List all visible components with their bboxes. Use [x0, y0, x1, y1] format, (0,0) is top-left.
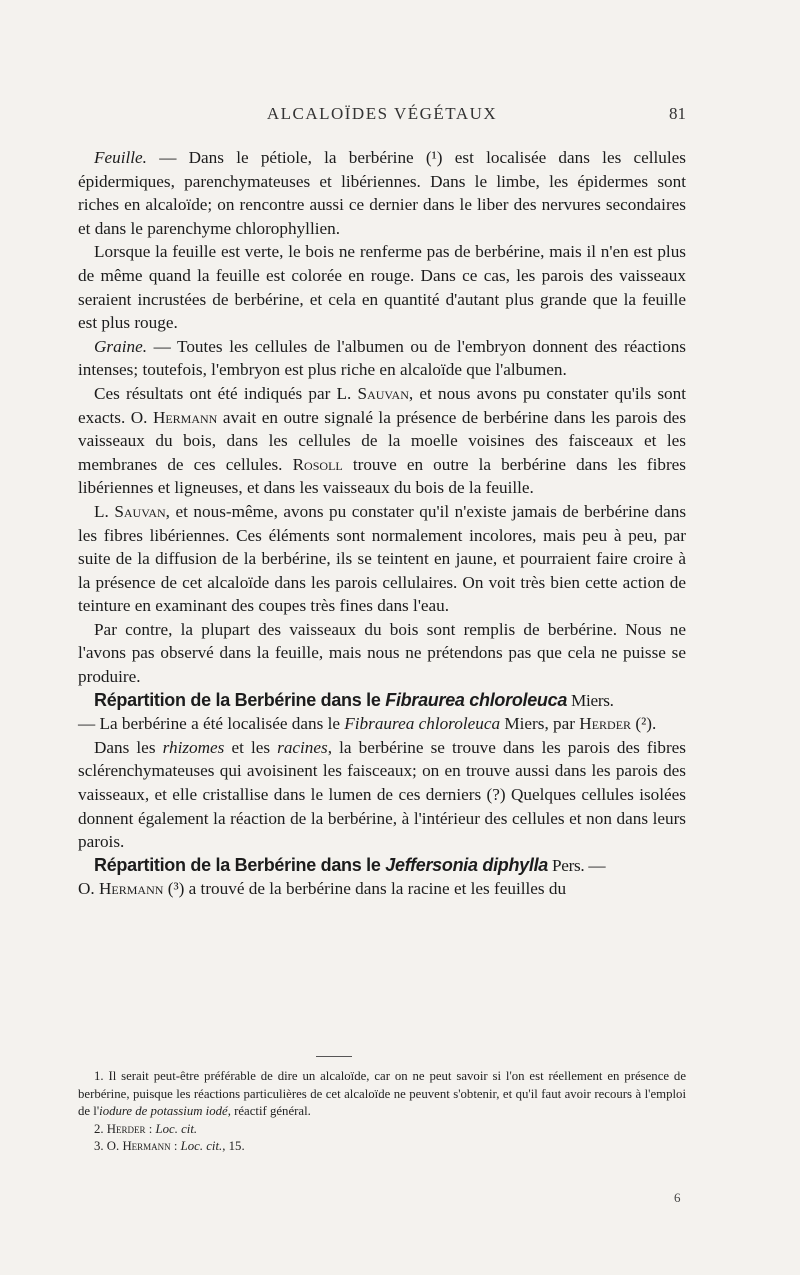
- text-run: (³) a trouvé de la berbérine dans la racine et les feuilles du: [163, 879, 567, 899]
- text-run: avait en outre signalé la présence de berbérine dans les parois des vaisseaux du bois, dans les cellules de la moelle voisines des faisceaux et les membranes de ces cellules.: [78, 407, 687, 474]
- text-run: , et nous avons pu constater qu'ils sont exacts. O.: [78, 383, 686, 427]
- running-header: [78, 104, 686, 130]
- body-text: [78, 146, 686, 901]
- author-name: Herder: [106, 1121, 146, 1136]
- text-run: :: [145, 1121, 156, 1136]
- footnote-divider: [316, 1056, 352, 1057]
- species-author: Pers. —: [548, 855, 606, 875]
- paragraph-text: — Toutes les cellules de l'albumen ou de l'embryon donnent des réactions intenses; toutefois, l'embryon est plus riche en alcaloïde que l'albumen.: [78, 336, 686, 380]
- text-run: 3. O.: [94, 1139, 123, 1153]
- text-run: , réactif général.: [227, 1104, 311, 1118]
- author-name: Hermann: [152, 407, 218, 427]
- paragraph-rhizomes: [78, 736, 686, 854]
- text-run: et les: [224, 737, 278, 757]
- running-title: ALCALOÏDES VÉGÉTAUX: [266, 104, 498, 123]
- paragraph-fibraurea-intro: [78, 712, 686, 736]
- paragraph-text: — Dans le pétiole, la berbérine (¹) est localisée dans les cellules épidermiques, parenchymateuses et libériennes. Dans le limbe, les épidermes sont riches en alcaloïde; on rencontre aussi ce dernier dans le liber des nervures secondaires et dans le parenchyme chlorophyllien.: [78, 148, 686, 238]
- heading-text: Répartition de la Berbérine dans le: [94, 689, 386, 710]
- footnote-1: [78, 1068, 686, 1121]
- footnotes: [78, 1068, 686, 1156]
- italic-term: iodure de potassium iodé: [99, 1104, 228, 1118]
- paragraph-jeffersonia-intro: [78, 877, 686, 901]
- text-run: — La berbérine a été localisée dans le: [78, 714, 345, 734]
- paragraph-feuille: [78, 146, 686, 240]
- text-run: :: [170, 1139, 181, 1153]
- heading-text: Répartition de la Berbérine dans le: [94, 854, 386, 875]
- italic-term: rhizomes: [162, 737, 225, 757]
- paragraph-text: Par contre, la plupart des vaisseaux du bois sont remplis de berbérine. Nous ne l'avons pas observé dans la feuille, mais nous ne prétendons pas que cela ne puisse se produire.: [78, 619, 686, 687]
- paragraph-contre: [78, 618, 686, 689]
- paragraph-sauvan: [78, 500, 686, 618]
- footnote-2: [78, 1121, 686, 1139]
- signature-mark: 6: [674, 1190, 681, 1205]
- italic-term: Loc. cit.: [180, 1139, 223, 1153]
- paragraph-resultats: [78, 382, 686, 500]
- italic-term: racines: [277, 737, 328, 757]
- species-name: Jeffersonia diphylla: [385, 854, 549, 875]
- species-name: Fibraurea chloroleuca: [344, 714, 501, 734]
- paragraph-lead: Feuille.: [94, 148, 147, 167]
- paragraph-lead: Graine.: [94, 336, 147, 356]
- text-run: 1. Il serait peut-être préférable de dire un alcaloïde, car on ne peut savoir si l'on est réellement en présence de berbérine, puisque les réactions particulières de cet alcaloïde ne peuvent s'obtenir, et qu'il faut avoir recours à l'emploi de l': [78, 1069, 686, 1118]
- author-name: Sauvan: [357, 383, 409, 403]
- species-author: Miers.: [567, 690, 614, 710]
- text-run: , et nous-même, avons pu constater qu'il n'existe jamais de berbérine dans les fibres libériennes. Ces éléments sont normalement incolores, mais peu à peu, par suite de la diffusion de la berbérine, ils se teintent en jaune, et pourraient faire croire à la présence de cet alcaloïde dans les parois cellulaires. On voit très bien cette action de teinture en examinant des coupes très fines dans l'eau.: [78, 501, 687, 616]
- text-run: , 15.: [222, 1139, 245, 1153]
- paragraph-feuille-rouge: [78, 240, 686, 334]
- page-number: 81: [669, 104, 686, 123]
- author-name: Rosoll: [292, 454, 343, 474]
- author-name: Sauvan: [114, 501, 166, 521]
- paragraph-graine: [78, 335, 686, 382]
- text-run: trouve en outre la berbérine dans les fibres libériennes et ligneuses, et dans les vaisseaux du bois de la feuille.: [78, 454, 686, 498]
- author-name: Hermann: [99, 879, 164, 899]
- italic-term: Loc. cit.: [155, 1121, 198, 1136]
- text-run: L.: [94, 501, 115, 521]
- text-run: (²).: [631, 714, 657, 734]
- text-run: Miers, par: [500, 714, 580, 734]
- section-heading-jeffersonia: [78, 854, 686, 878]
- text-run: Ces résultats ont été indiqués par L.: [94, 383, 358, 403]
- text-run: O.: [78, 879, 100, 899]
- species-name: Fibraurea chloroleuca: [385, 689, 568, 710]
- text-run: 2.: [94, 1121, 107, 1136]
- text-run: , la berbérine se trouve dans les parois des fibres sclérenchymateuses qui avoisinent les faisceaux; on en trouve aussi dans les parois des vaisseaux, et elle cristallise dans le lumen de ces derniers (?) Quelques cellules isolées donnent également la réaction de la berbérine, à l'intérieur des cellules et non dans leurs parois.: [78, 737, 686, 852]
- paragraph-text: Lorsque la feuille est verte, le bois ne renferme pas de berbérine, mais il n'en est plus de même quand la feuille est colorée en rouge. Dans ce cas, les parois des vaisseaux seraient incrustées de berbérine, et cela en quantité d'autant plus grande que la feuille est plus rouge.: [78, 242, 686, 333]
- section-heading-fibraurea: [78, 689, 686, 713]
- text-run: Dans les: [94, 737, 163, 757]
- footnote-3: [78, 1138, 686, 1156]
- author-name: Hermann: [122, 1139, 171, 1153]
- author-name: Herder: [579, 714, 632, 734]
